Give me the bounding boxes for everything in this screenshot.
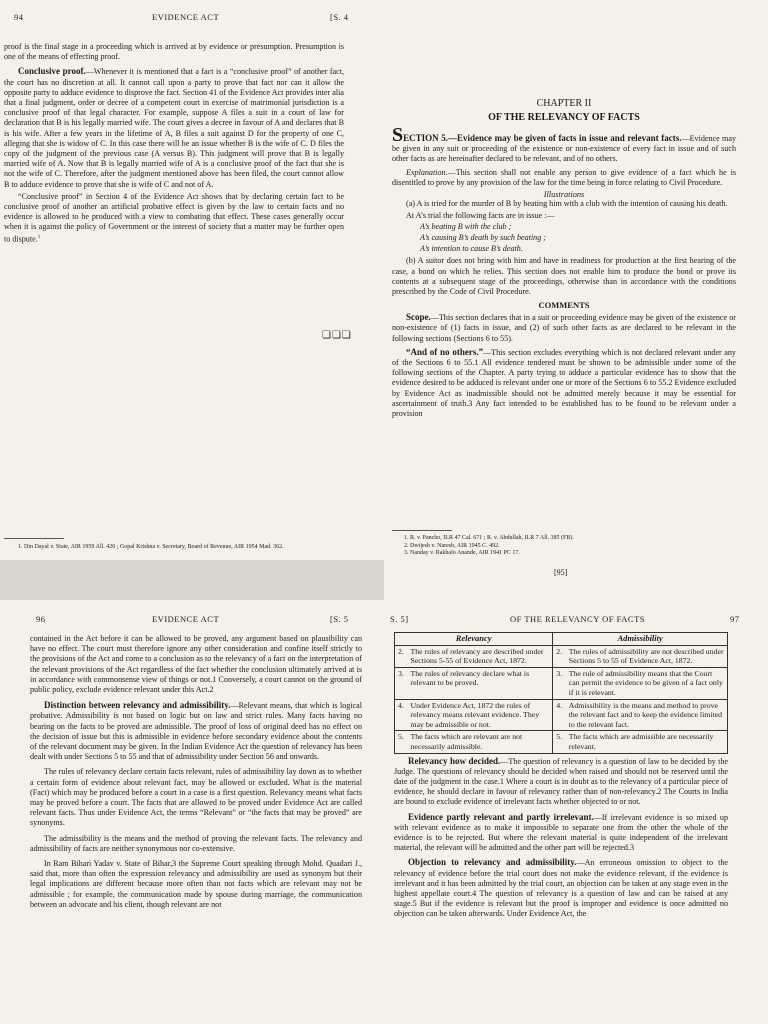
comments-heading: COMMENTS	[538, 300, 590, 311]
footnotes	[404, 535, 734, 558]
column-header: Admissibility	[553, 633, 728, 646]
column-header: Relevancy	[395, 633, 553, 646]
end-mark: ❏❏❏	[322, 330, 352, 341]
chapter-title: OF THE RELEVANCY OF FACTS	[488, 112, 640, 123]
paragraph: proof is the final stage in a proceeding which is arrived at by evidence or presumption. Presumption is one of the means of effecting proof.	[4, 42, 344, 62]
paragraph: Scope.—This section declares that in a suit or proceeding evidence may be given of the existence or non-existence of (1) facts in issue, and (2) of such other facts as are declared to be relevant in the following sections (Sections 6 to 55).	[392, 312, 736, 343]
paragraph: The rules of relevancy declare certain facts relevant, rules of admissibility lay down as to whether a certain form of evidence about relevant fact, may be allowed or excluded. What is the material (Fact) which may be produced before a court in a case is a first question. Relevancy means what facts may be proved before a court. The facts that are allowed to be proved under Evidence Act are called relevant facts. Thus under Evidence Act, the terms “Relevant” or “the facts that may be proved” are synonyms.	[30, 767, 362, 828]
explanation: Explanation.—This section shall not enable any person to give evidence of a fact which he is disentitled to prove by any provision of the law for the time being in force relating to Civil Procedure.	[392, 167, 736, 187]
section-ref: [S. 5	[330, 614, 349, 624]
paragraph: In Ram Bihari Yadav v. State of Bihar,3 the Supreme Court speaking through Mohd. Quadari J., said that, more than often the expression relevancy and admissibility are used as synonym but their legal implications are different because more often than not facts which are relevant may not be admissible ; for example, the communication made by spouse during marriage, the communication between an advocate and his client, though relevant are not	[30, 859, 362, 909]
footnote: 1. R. v. Pancho, ILR 47 Cal. 671 ; R. v. Abdullah, ILR 7 All. 385 (FB).	[404, 535, 574, 541]
paragraph: Distinction between relevancy and admissibility.—Relevant means, that which is logical probative. Admissibility is not based on logic but on law and strict rules. Many facts having no bearing on the facts to be proved are admissible. The proof of loss of original deed has no effect on the decision of issue but this is admissible in evidence before secondary evidence about the contents of the relevant document may be given. In the Indian Evidence Act the question of relevancy has been dealt with under Sections 5 to 55 and that of admissibility under Section 56 and onwards.	[30, 700, 362, 762]
paragraph: “Conclusive proof” in Section 4 of the Evidence Act shows that by declaring certain fact to be conclusive proof of another an artificial probative effect is given by the law to certain facts and no evidence is allowed to be produced with a view to combating that effect. These cases generally occur when it is against the policy of Government or the interest of society that a matter may be further open to dispute.$^1$	[4, 191, 344, 244]
page-95	[384, 0, 768, 600]
relevancy-admissibility-table	[394, 632, 728, 754]
paragraph: The admissibility is the means and the method of proving the relevant facts. The relevancy and admissibility of facts are neither synonymous nor co-extensive.	[30, 833, 362, 853]
paragraph: Conclusive proof.—Whenever it is mentioned that a fact is a “conclusive proof” of another fact, the court has no discretion at all. It cannot call upon a party to prove that fact nor can it allow the opposite party to adduce evidence to disprove the fact. Section 41 of the Evidence Act provides inter alia that a final judgment, order or decree of a competent court in exercise of matrimonial jurisdiction is a conclusive proof of that legal character. For example, suppose A files a suit in a court of law for declaration that B is his legally married wife. The court gives a decree in favour of A and declares that B is his wife. After a few years in the lifetime of A, B files a suit against D for the property of one C, alleging that she is widow of C. In this case there will be an issue whether B is the wife of C. D files the copy of the judgment of the previous case (A versus B). This judgment will prove that B is legally married wife of A. Now that B is legally married wife of A is a conclusive proof of the fact that she is not the wife of C. Therefore, after the judgment mentioned above has been filed, the court cannot allow B to adduce evidence to prove that she is wife of C and not of A.	[4, 66, 344, 189]
paragraph-heading: Conclusive proof.	[18, 66, 86, 77]
table-row: 2. The rules of relevancy are described under Sections 5-55 of Evidence Act, 1872. 2. The rules of admissibility are not described under Sections 5 to 55 of Evidence Act, 1872.	[395, 645, 728, 667]
running-head: EVIDENCE ACT	[152, 614, 220, 624]
illustration-a-intro: At A’s trial the following facts are in issue :—	[406, 211, 555, 221]
section-5-text: SECTION 5.—Evidence may be given of facts in issue and relevant facts.—Evidence may be given in any suit or proceeding of the existence or non-existence of every fact in issue and of such other facts as are hereinafter declared to be relevant, and of no others.	[392, 124, 736, 164]
table-row: 3. The rules of relevancy declare what is relevant to be proved. 3. The rule of admissibility means that the Court can permit the evidence to be given of a fact only if it is relevant.	[395, 667, 728, 699]
paragraph: contained in the Act before it can be allowed to be proved, any argument based on plausibility can have no effect. The court must therefore ignore any other consideration and confine itself strictly to the provisions of the Act and come to a conclusion as to the relevancy of a fact on the interpretation of the relevant provisions of the Act regardless of the fact whether the conclusion ultimately arrived at is in accordance with commonsense view of things or not.1 Conversely, a court cannot on the ground of public policy, exclude evidence relevant under this Act.2	[30, 634, 362, 695]
list-item: A’s intention to cause B’s death.	[420, 244, 523, 254]
table-row: 5. The facts which are relevant are not necessarily admissible. 5. The facts which are admissible are necessarily relevant.	[395, 731, 728, 753]
folio: [95]	[554, 568, 568, 577]
illustrations-heading: Illustrations	[543, 190, 585, 200]
illustration-list	[392, 221, 736, 254]
page-96	[0, 600, 384, 1024]
footnote: 3. Nanday v. Rakhalo Anande, AIR 1941 PC 17.	[404, 550, 520, 556]
list-item: A’s causing B’s death by such beating ;	[420, 233, 546, 243]
paragraph: “And of no others.”—This section excludes everything which is not declared relevant under any of the Sections 6 to 55.1 All evidence tendered must be shown to be admissible under some of the following sections of the Chapter. A party trying to adduce a particular evidence has to show that the evidence desired to be adduced is relevant under one or more of the Sections 6 to 55.2 Evidence excluded by Evidence Act as inadmissible should not be admitted merely because it may be essential for ascertainment of truth.3 Any fact intended to be established has to be found to be relevant under a provision	[392, 346, 736, 419]
footnote-rule	[4, 538, 64, 539]
footnote-rule	[392, 530, 452, 531]
page-number: 94	[14, 12, 24, 22]
footnote: 1. Din Dayal v. State, AIR 1959 All. 420 ; Gopal Krishna v. Secretary, Board of Revenue, AIR 1954 Mad. 362.	[18, 544, 284, 550]
running-head: OF THE RELEVANCY OF FACTS	[510, 614, 645, 624]
running-head: EVIDENCE ACT	[152, 12, 220, 22]
page-97	[384, 600, 768, 1024]
list-item: A’s beating B with the club ;	[420, 222, 512, 232]
footnote: 2. Dwijesh v. Naresh, AIR 1945 C. 492.	[404, 542, 500, 549]
table-row: 4. Under Evidence Act, 1872 the rules of relevancy means relevant evidence. They may be admissible or not. 4. Admissibility is the means and method to prove the relevant fact and to keep the evidence limited to the relevant fact.	[395, 699, 728, 731]
chapter-number: CHAPTER II	[536, 98, 592, 109]
section-ref: S. 5]	[390, 614, 409, 624]
page-94	[0, 0, 384, 560]
illustration-a: (a) A is tried for the murder of B by beating him with a club with the intention of causing his death.	[406, 199, 728, 209]
page-number: 96	[36, 614, 46, 624]
paragraph: Objection to relevancy and admissibility.—An erroneous omission to object to the relevancy of evidence before the trial court does not make the evidence relevant, if the evidence is irrelevant and it has been admitted by the trial court, an objection can be taken at any stage even in the highest appellate court.4 The question of relevancy is a question of law and can be raised at any stage.5 But if the evidence is relevant but the proof is improper and evidence is once admitted no objection can be taken afterwards. Under Evidence Act, the	[394, 857, 728, 919]
page-number: 97	[730, 614, 740, 624]
illustration-b: (b) A suitor does not bring with him and have in readiness for production at the first hearing of the case, a bond on which he relies. This section does not enable him to produce the bond or prove its contents at a subsequent stage of the proceedings, otherwise than in accordance with the conditions prescribed by the Code of Civil Procedure.	[392, 256, 736, 297]
paragraph: Relevancy how decided.—The question of relevancy is a question of law to be decided by the Judge. The questions of relevancy should be decided when raised and should not be reserved until the date of the judgment in the case.1 Where a court is in doubt as to the relevancy of a particular piece of evidence, he should declare in favour of relevancy rather than of non-relevancy.2 The Courts in India are bound to exclude evidence of irrelevant facts whether objected to or not.	[394, 755, 728, 807]
section-ref: [S. 4	[330, 12, 349, 22]
paragraph: Evidence partly relevant and partly irrelevant.—If irrelevant evidence is so mixed up with relevant evidence as to make it impossible to separate one from the other the whole of the evidence is to be rejected. But where the relevant material is quite independent of the irrelevant material, the relevant will be admitted and the other part will be rejected.3	[394, 811, 729, 853]
